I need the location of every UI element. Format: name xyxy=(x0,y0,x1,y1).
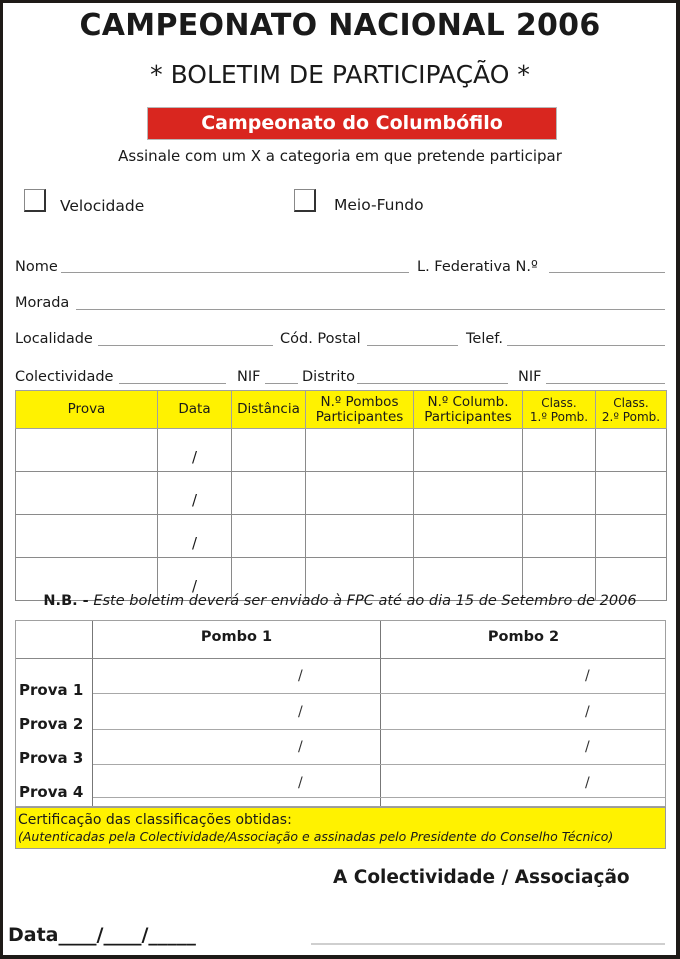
table-cell[interactable] xyxy=(16,515,158,558)
header-prova: Prova xyxy=(16,391,158,429)
pombo-2-entry[interactable]: / xyxy=(585,739,590,755)
pombo-header-line xyxy=(16,658,665,659)
table-cell[interactable] xyxy=(16,429,158,472)
provas-header-row xyxy=(16,391,667,429)
pombo-row-line xyxy=(93,729,665,730)
signature-line[interactable] xyxy=(311,943,665,945)
prova-row-label: Prova 3 xyxy=(19,749,84,767)
provas-row xyxy=(16,429,667,472)
table-cell[interactable] xyxy=(414,515,523,558)
pombo-1-entry[interactable]: / xyxy=(298,739,303,755)
meio-fundo-checkbox[interactable] xyxy=(294,189,316,212)
lfederativa-field[interactable] xyxy=(549,272,665,273)
date-label: Data xyxy=(8,924,59,946)
header-distancia: Distância xyxy=(232,391,306,429)
table-cell[interactable] xyxy=(16,472,158,515)
table-cell[interactable] xyxy=(306,515,414,558)
meio-fundo-label: Meio-Fundo xyxy=(334,196,424,214)
date-separator: / xyxy=(191,448,198,466)
championship-banner: Campeonato do Columbófilo xyxy=(147,107,557,140)
association-signature-label: A Colectividade / Associação xyxy=(333,867,630,888)
table-cell[interactable] xyxy=(306,472,414,515)
document-title: CAMPEONATO NACIONAL 2006 xyxy=(79,8,601,43)
document-subtitle: * BOLETIM DE PARTICIPAÇÃO * xyxy=(150,60,530,89)
header-class-1: Class. 1.º Pomb. xyxy=(523,391,596,429)
date-cell[interactable] xyxy=(158,472,232,515)
table-cell[interactable] xyxy=(232,515,306,558)
date-footer xyxy=(8,924,196,946)
table-cell[interactable] xyxy=(232,429,306,472)
note-text xyxy=(0,593,680,609)
pombo-1-entry[interactable]: / xyxy=(298,775,303,791)
date-separator: / xyxy=(191,577,198,595)
pombo-2-entry[interactable]: / xyxy=(585,775,590,791)
pombo-table xyxy=(15,620,666,807)
date-cell[interactable] xyxy=(158,515,232,558)
nif-field[interactable] xyxy=(265,383,298,384)
table-cell[interactable] xyxy=(596,472,667,515)
table-cell[interactable] xyxy=(596,515,667,558)
telef-label: Telef. xyxy=(466,331,503,347)
pombo-1-entry[interactable]: / xyxy=(298,704,303,720)
table-cell[interactable] xyxy=(523,515,596,558)
date-separator: / xyxy=(191,491,198,509)
header-columb-participantes: N.º Columb. Participantes xyxy=(414,391,523,429)
date-cell[interactable] xyxy=(158,429,232,472)
localidade-field[interactable] xyxy=(98,345,273,346)
provas-row xyxy=(16,472,667,515)
note-body: Este boletim deverá ser enviado à FPC até ao dia 15 de Setembro de 2006 xyxy=(93,593,637,609)
category-instruction: Assinale com um X a categoria em que pretende participar xyxy=(118,147,562,165)
pombo-row-line xyxy=(93,797,665,798)
date-blank[interactable]: ____/____/_____ xyxy=(58,924,196,946)
certification-box xyxy=(15,807,666,849)
note-prefix: N.B. - xyxy=(43,593,89,609)
table-cell[interactable] xyxy=(306,429,414,472)
table-cell[interactable] xyxy=(596,429,667,472)
distrito-label: Distrito xyxy=(302,369,355,385)
certification-note: (Autenticadas pela Colectividade/Associação e assinadas pelo Presidente do Conselho Técnico) xyxy=(18,829,614,844)
prova-row-label: Prova 4 xyxy=(19,783,84,801)
table-cell[interactable] xyxy=(523,472,596,515)
nif-label: NIF xyxy=(237,369,261,385)
table-cell[interactable] xyxy=(523,429,596,472)
date-separator: / xyxy=(191,534,198,552)
localidade-label: Localidade xyxy=(15,331,93,347)
certification-title: Certificação das classificações obtidas: xyxy=(18,812,292,828)
pombo-2-entry[interactable]: / xyxy=(585,668,590,684)
table-cell[interactable] xyxy=(232,472,306,515)
pombo-1-header: Pombo 1 xyxy=(200,629,273,645)
pombo-row-line xyxy=(93,764,665,765)
pombo-2-entry[interactable]: / xyxy=(585,704,590,720)
cod-postal-label: Cód. Postal xyxy=(280,331,361,347)
pombo-divider xyxy=(92,621,93,806)
velocidade-label: Velocidade xyxy=(60,197,145,215)
lfederativa-label: L. Federativa N.º xyxy=(417,259,538,275)
pombo-row-line xyxy=(93,693,665,694)
nome-label: Nome xyxy=(15,259,58,275)
velocidade-checkbox[interactable] xyxy=(24,189,46,212)
nif-2-field[interactable] xyxy=(546,383,665,384)
header-pombos-participantes: N.º Pombos Participantes xyxy=(306,391,414,429)
header-class-2: Class. 2.º Pomb. xyxy=(596,391,667,429)
morada-label: Morada xyxy=(15,295,70,311)
table-cell[interactable] xyxy=(414,472,523,515)
prova-row-label: Prova 1 xyxy=(19,681,84,699)
morada-field[interactable] xyxy=(76,309,665,310)
nome-field[interactable] xyxy=(61,272,409,273)
table-cell[interactable] xyxy=(414,429,523,472)
provas-row xyxy=(16,515,667,558)
distrito-field[interactable] xyxy=(357,383,508,384)
nif-2-label: NIF xyxy=(518,369,542,385)
colectividade-field[interactable] xyxy=(119,383,226,384)
pombo-divider xyxy=(380,621,381,806)
pombo-2-header: Pombo 2 xyxy=(487,629,560,645)
colectividade-label: Colectividade xyxy=(15,369,114,385)
telef-field[interactable] xyxy=(507,345,665,346)
cod-postal-field[interactable] xyxy=(367,345,458,346)
pombo-1-entry[interactable]: / xyxy=(298,668,303,684)
prova-row-label: Prova 2 xyxy=(19,715,84,733)
provas-table xyxy=(15,390,667,601)
header-data: Data xyxy=(158,391,232,429)
